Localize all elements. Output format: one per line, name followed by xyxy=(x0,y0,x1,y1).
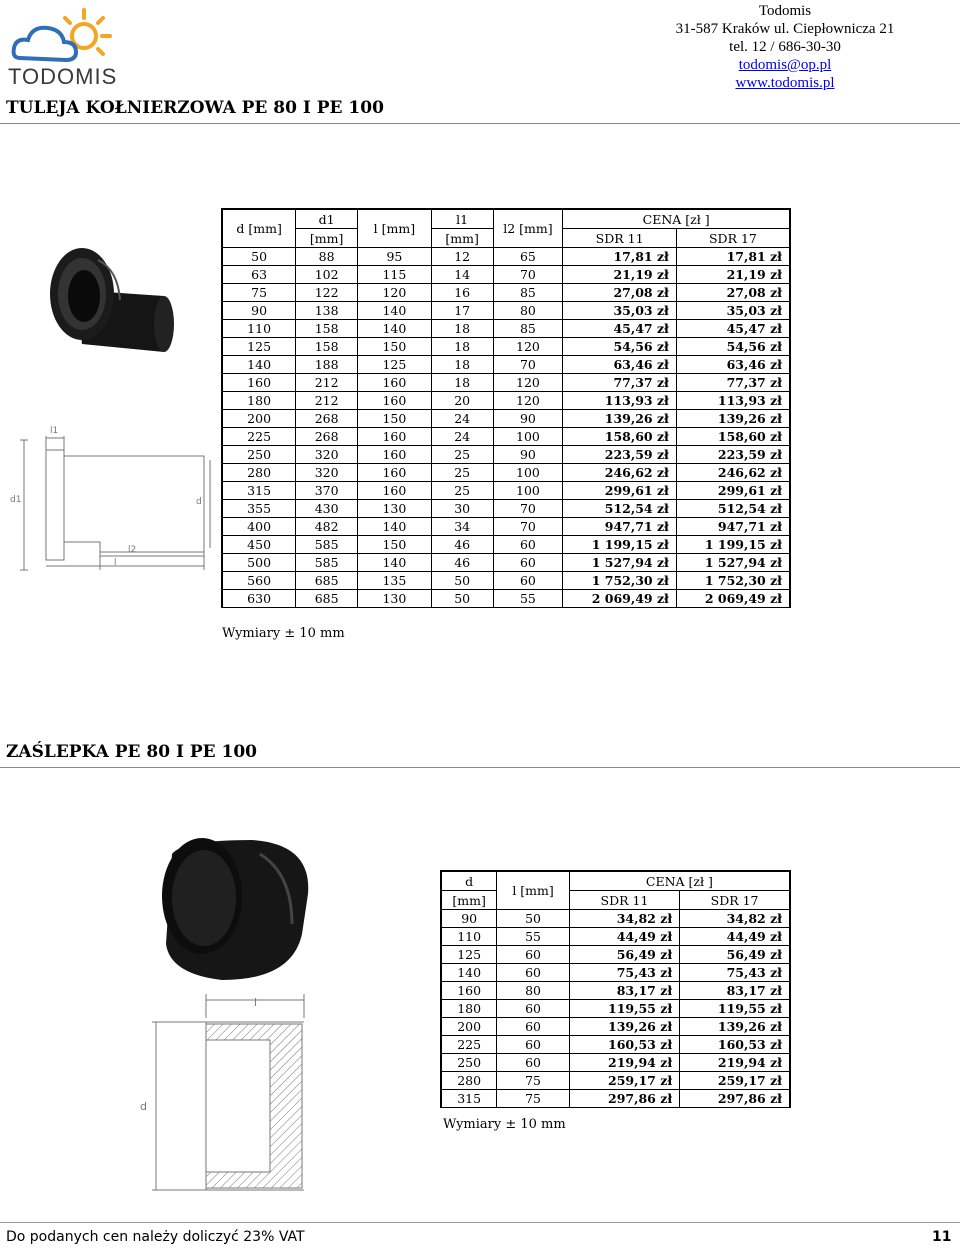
dimension-cell: 75 xyxy=(497,1090,570,1108)
price-cell: 119,55 zł xyxy=(569,1000,679,1018)
dimension-cell: 212 xyxy=(296,374,358,392)
company-info xyxy=(640,2,930,92)
price-cell: 35,03 zł xyxy=(563,302,677,320)
price-cell: 54,56 zł xyxy=(676,338,790,356)
dimension-cell: 160 xyxy=(358,464,432,482)
dimension-cell: 70 xyxy=(493,500,563,518)
dimension-cell: 122 xyxy=(296,284,358,302)
dimension-cell: 135 xyxy=(358,572,432,590)
dimension-cell: 60 xyxy=(497,964,570,982)
price-cell: 947,71 zł xyxy=(676,518,790,536)
dimension-cell: 90 xyxy=(493,410,563,428)
dimension-cell: 250 xyxy=(441,1054,497,1072)
label-d: d xyxy=(196,497,202,507)
price-cell: 512,54 zł xyxy=(676,500,790,518)
email-link[interactable]: todomis@op.pl xyxy=(738,57,832,73)
header-d1: d1 xyxy=(296,209,358,229)
dimension-cell: 180 xyxy=(441,1000,497,1018)
dimension-cell: 585 xyxy=(296,536,358,554)
dimension-cell: 225 xyxy=(222,428,296,446)
header-l2: l2 [mm] xyxy=(493,209,563,248)
table-row xyxy=(222,320,790,338)
price-cell: 223,59 zł xyxy=(676,446,790,464)
dimension-cell: 100 xyxy=(493,464,563,482)
table-row xyxy=(222,248,790,266)
dimension-cell: 280 xyxy=(222,464,296,482)
dimension-cell: 70 xyxy=(493,266,563,284)
price-cell: 299,61 zł xyxy=(676,482,790,500)
dimension-cell: 140 xyxy=(222,356,296,374)
dimension-cell: 482 xyxy=(296,518,358,536)
table-row xyxy=(441,1054,790,1072)
dimension-cell: 65 xyxy=(493,248,563,266)
price-cell: 160,53 zł xyxy=(680,1036,790,1054)
label-l: l xyxy=(114,558,117,568)
section-title-tuleja: TULEJA KOŁNIERZOWA PE 80 I PE 100 xyxy=(6,98,384,118)
price-cell: 21,19 zł xyxy=(563,266,677,284)
price-cell: 27,08 zł xyxy=(676,284,790,302)
price-cell: 21,19 zł xyxy=(676,266,790,284)
price-cell: 45,47 zł xyxy=(563,320,677,338)
header-l1: l1 xyxy=(431,209,493,229)
price-cell: 63,46 zł xyxy=(676,356,790,374)
table-row xyxy=(222,410,790,428)
price-cell: 512,54 zł xyxy=(563,500,677,518)
dimension-cell: 280 xyxy=(441,1072,497,1090)
price-cell: 119,55 zł xyxy=(680,1000,790,1018)
dimension-cell: 50 xyxy=(497,910,570,928)
logo-text: TODOMIS xyxy=(8,64,118,89)
price-cell: 297,86 zł xyxy=(569,1090,679,1108)
dimension-cell: 60 xyxy=(493,554,563,572)
price-cell: 77,37 zł xyxy=(563,374,677,392)
dimension-cell: 160 xyxy=(358,374,432,392)
dimension-cell: 120 xyxy=(493,374,563,392)
table-row xyxy=(441,928,790,946)
price-cell: 63,46 zł xyxy=(563,356,677,374)
dimension-cell: 560 xyxy=(222,572,296,590)
price-cell: 1 527,94 zł xyxy=(676,554,790,572)
dimension-cell: 75 xyxy=(222,284,296,302)
header-sdr11: SDR 11 xyxy=(563,229,677,248)
dimension-cell: 130 xyxy=(358,590,432,608)
table-body xyxy=(222,248,790,608)
dimension-cell: 90 xyxy=(493,446,563,464)
dimension-cell: 140 xyxy=(358,554,432,572)
price-cell: 139,26 zł xyxy=(569,1018,679,1036)
dimension-cell: 225 xyxy=(441,1036,497,1054)
dimension-cell: 430 xyxy=(296,500,358,518)
dimension-cell: 24 xyxy=(431,428,493,446)
dimension-cell: 85 xyxy=(493,320,563,338)
table-row xyxy=(441,982,790,1000)
price-cell: 158,60 zł xyxy=(676,428,790,446)
dimension-cell: 355 xyxy=(222,500,296,518)
price-cell: 139,26 zł xyxy=(676,410,790,428)
dimension-cell: 102 xyxy=(296,266,358,284)
dimension-cell: 500 xyxy=(222,554,296,572)
dimension-cell: 160 xyxy=(222,374,296,392)
price-cell: 259,17 zł xyxy=(569,1072,679,1090)
dimension-cell: 400 xyxy=(222,518,296,536)
table-row xyxy=(222,428,790,446)
dimension-cell: 160 xyxy=(358,428,432,446)
dimension-cell: 250 xyxy=(222,446,296,464)
dimension-cell: 150 xyxy=(358,338,432,356)
dimension-cell: 138 xyxy=(296,302,358,320)
dimension-cell: 18 xyxy=(431,320,493,338)
price-cell: 223,59 zł xyxy=(563,446,677,464)
dimension-cell: 320 xyxy=(296,446,358,464)
section-title-zaslepka: ZAŚLEPKA PE 80 I PE 100 xyxy=(6,742,258,762)
table-row xyxy=(441,910,790,928)
price-cell: 44,49 zł xyxy=(680,928,790,946)
table-row xyxy=(222,518,790,536)
dimension-cell: 160 xyxy=(358,482,432,500)
dimension-cell: 685 xyxy=(296,590,358,608)
dimension-cell: 585 xyxy=(296,554,358,572)
page-number: 11 xyxy=(932,1229,952,1245)
price-cell: 83,17 zł xyxy=(569,982,679,1000)
vat-note: Do podanych cen należy doliczyć 23% VAT xyxy=(6,1229,305,1245)
section-divider xyxy=(0,123,960,124)
price-cell: 45,47 zł xyxy=(676,320,790,338)
dimension-cell: 150 xyxy=(358,536,432,554)
price-cell: 54,56 zł xyxy=(563,338,677,356)
table-body xyxy=(441,910,790,1108)
dimension-cell: 80 xyxy=(497,982,570,1000)
price-cell: 1 752,30 zł xyxy=(676,572,790,590)
dimension-cell: 125 xyxy=(358,356,432,374)
dimension-cell: 450 xyxy=(222,536,296,554)
dimension-cell: 200 xyxy=(222,410,296,428)
dimension-cell: 50 xyxy=(431,572,493,590)
dimension-cell: 160 xyxy=(358,446,432,464)
dimension-cell: 18 xyxy=(431,356,493,374)
dimension-cell: 110 xyxy=(441,928,497,946)
dimension-cell: 90 xyxy=(441,910,497,928)
table-row xyxy=(222,536,790,554)
header-d1-unit: [mm] xyxy=(296,229,358,248)
dimension-cell: 120 xyxy=(493,338,563,356)
dimension-cell: 88 xyxy=(296,248,358,266)
dimension-cell: 130 xyxy=(358,500,432,518)
price-cell: 297,86 zł xyxy=(680,1090,790,1108)
dimension-cell: 158 xyxy=(296,320,358,338)
dimension-cell: 110 xyxy=(222,320,296,338)
dimension-cell: 18 xyxy=(431,338,493,356)
header-d-unit: [mm] xyxy=(441,891,497,910)
table-row xyxy=(441,1018,790,1036)
dimension-cell: 16 xyxy=(431,284,493,302)
footer-divider xyxy=(0,1222,960,1223)
dimension-cell: 140 xyxy=(358,518,432,536)
price-cell: 947,71 zł xyxy=(563,518,677,536)
table-row xyxy=(222,356,790,374)
dimension-cell: 60 xyxy=(497,1036,570,1054)
price-cell: 1 527,94 zł xyxy=(563,554,677,572)
dimension-cell: 60 xyxy=(493,536,563,554)
dimension-cell: 140 xyxy=(358,320,432,338)
price-cell: 56,49 zł xyxy=(569,946,679,964)
price-cell: 2 069,49 zł xyxy=(676,590,790,608)
dimension-cell: 120 xyxy=(358,284,432,302)
price-cell: 2 069,49 zł xyxy=(563,590,677,608)
price-cell: 75,43 zł xyxy=(569,964,679,982)
sun-icon xyxy=(65,10,110,54)
table-row xyxy=(222,464,790,482)
dimension-cell: 212 xyxy=(296,392,358,410)
dimension-cell: 100 xyxy=(493,482,563,500)
table-row xyxy=(441,946,790,964)
dimension-cell: 150 xyxy=(358,410,432,428)
price-cell: 113,93 zł xyxy=(563,392,677,410)
dimension-cell: 160 xyxy=(441,982,497,1000)
label-l1: l1 xyxy=(50,426,59,436)
table-row xyxy=(222,338,790,356)
dimension-cell: 70 xyxy=(493,356,563,374)
price-cell: 158,60 zł xyxy=(563,428,677,446)
dimension-cell: 46 xyxy=(431,554,493,572)
price-cell: 17,81 zł xyxy=(563,248,677,266)
cloud-icon xyxy=(14,28,76,60)
dimension-cell: 120 xyxy=(493,392,563,410)
dimension-cell: 70 xyxy=(493,518,563,536)
dimension-cell: 115 xyxy=(358,266,432,284)
dimension-cell: 25 xyxy=(431,482,493,500)
label-l2: l2 xyxy=(128,545,137,555)
dimension-cell: 55 xyxy=(497,928,570,946)
end-cap-price-table xyxy=(440,870,791,1108)
price-cell: 113,93 zł xyxy=(676,392,790,410)
table-row xyxy=(441,1000,790,1018)
dimension-cell: 320 xyxy=(296,464,358,482)
dimension-cell: 25 xyxy=(431,464,493,482)
price-cell: 17,81 zł xyxy=(676,248,790,266)
price-cell: 139,26 zł xyxy=(680,1018,790,1036)
dimension-cell: 20 xyxy=(431,392,493,410)
dimension-cell: 125 xyxy=(441,946,497,964)
table-row xyxy=(222,572,790,590)
dimension-cell: 46 xyxy=(431,536,493,554)
dimension-cell: 100 xyxy=(493,428,563,446)
dimension-cell: 685 xyxy=(296,572,358,590)
dimension-cell: 95 xyxy=(358,248,432,266)
table-row xyxy=(222,302,790,320)
dimension-cell: 50 xyxy=(431,590,493,608)
table-row xyxy=(441,1036,790,1054)
company-name: Todomis xyxy=(758,3,812,19)
end-cap-drawing xyxy=(136,992,326,1202)
dimension-cell: 60 xyxy=(497,1054,570,1072)
dimension-cell: 268 xyxy=(296,428,358,446)
price-cell: 219,94 zł xyxy=(680,1054,790,1072)
header-price: CENA [zł ] xyxy=(569,871,790,891)
dimension-cell: 315 xyxy=(222,482,296,500)
header-price: CENA [zł ] xyxy=(563,209,790,229)
price-cell: 1 752,30 zł xyxy=(563,572,677,590)
dimension-cell: 315 xyxy=(441,1090,497,1108)
dimension-cell: 30 xyxy=(431,500,493,518)
company-address: 31-587 Kraków ul. Ciepłownicza 21 xyxy=(675,21,895,37)
flange-sleeve-drawing xyxy=(4,420,214,580)
header-sdr17: SDR 17 xyxy=(676,229,790,248)
price-cell: 219,94 zł xyxy=(569,1054,679,1072)
header-d: d xyxy=(441,871,497,891)
end-cap-photo xyxy=(142,834,322,984)
flange-sleeve-photo xyxy=(46,240,176,360)
dimension-cell: 160 xyxy=(358,392,432,410)
price-cell: 246,62 zł xyxy=(676,464,790,482)
section-divider xyxy=(0,767,960,768)
dimension-cell: 34 xyxy=(431,518,493,536)
price-cell: 34,82 zł xyxy=(680,910,790,928)
dimension-cell: 60 xyxy=(497,1018,570,1036)
price-cell: 35,03 zł xyxy=(676,302,790,320)
dimension-note: Wymiary ± 10 mm xyxy=(443,1117,566,1132)
table-row xyxy=(222,266,790,284)
dimension-cell: 140 xyxy=(358,302,432,320)
dimension-cell: 85 xyxy=(493,284,563,302)
price-cell: 1 199,15 zł xyxy=(563,536,677,554)
dimension-cell: 60 xyxy=(493,572,563,590)
dimension-note: Wymiary ± 10 mm xyxy=(222,626,345,641)
dimension-cell: 268 xyxy=(296,410,358,428)
dimension-cell: 630 xyxy=(222,590,296,608)
table-row xyxy=(441,964,790,982)
dimension-cell: 140 xyxy=(441,964,497,982)
dimension-cell: 158 xyxy=(296,338,358,356)
table-row xyxy=(441,1090,790,1108)
dimension-cell: 18 xyxy=(431,374,493,392)
price-cell: 56,49 zł xyxy=(680,946,790,964)
dimension-cell: 17 xyxy=(431,302,493,320)
price-cell: 246,62 zł xyxy=(563,464,677,482)
table-row xyxy=(441,1072,790,1090)
dimension-cell: 370 xyxy=(296,482,358,500)
header-l1-unit: [mm] xyxy=(431,229,493,248)
price-cell: 34,82 zł xyxy=(569,910,679,928)
dimension-cell: 125 xyxy=(222,338,296,356)
price-cell: 139,26 zł xyxy=(563,410,677,428)
label-d: d xyxy=(140,1100,147,1113)
table-row xyxy=(222,446,790,464)
header-sdr17: SDR 17 xyxy=(680,891,790,910)
table-row xyxy=(222,284,790,302)
dimension-cell: 75 xyxy=(497,1072,570,1090)
label-l: l xyxy=(254,996,258,1009)
table-row xyxy=(222,554,790,572)
dimension-cell: 14 xyxy=(431,266,493,284)
price-cell: 160,53 zł xyxy=(569,1036,679,1054)
dimension-cell: 24 xyxy=(431,410,493,428)
price-cell: 77,37 zł xyxy=(676,374,790,392)
price-cell: 259,17 zł xyxy=(680,1072,790,1090)
header-d: d [mm] xyxy=(222,209,296,248)
dimension-cell: 63 xyxy=(222,266,296,284)
dimension-cell: 200 xyxy=(441,1018,497,1036)
table-row xyxy=(222,374,790,392)
flange-sleeve-price-table xyxy=(221,208,791,608)
price-cell: 299,61 zł xyxy=(563,482,677,500)
header-l: l [mm] xyxy=(497,871,570,910)
price-cell: 83,17 zł xyxy=(680,982,790,1000)
price-cell: 44,49 zł xyxy=(569,928,679,946)
header-sdr11: SDR 11 xyxy=(569,891,679,910)
dimension-cell: 25 xyxy=(431,446,493,464)
header-l: l [mm] xyxy=(358,209,432,248)
price-cell: 75,43 zł xyxy=(680,964,790,982)
dimension-cell: 80 xyxy=(493,302,563,320)
price-cell: 1 199,15 zł xyxy=(676,536,790,554)
dimension-cell: 50 xyxy=(222,248,296,266)
dimension-cell: 60 xyxy=(497,946,570,964)
table-row xyxy=(222,482,790,500)
dimension-cell: 12 xyxy=(431,248,493,266)
table-row xyxy=(222,590,790,608)
table-row xyxy=(222,500,790,518)
dimension-cell: 55 xyxy=(493,590,563,608)
dimension-cell: 188 xyxy=(296,356,358,374)
table-row xyxy=(222,392,790,410)
label-d1: d1 xyxy=(10,495,22,505)
dimension-cell: 180 xyxy=(222,392,296,410)
company-phone: tel. 12 / 686-30-30 xyxy=(729,39,841,55)
dimension-cell: 60 xyxy=(497,1000,570,1018)
website-link[interactable]: www.todomis.pl xyxy=(735,75,835,91)
price-cell: 27,08 zł xyxy=(563,284,677,302)
dimension-cell: 90 xyxy=(222,302,296,320)
